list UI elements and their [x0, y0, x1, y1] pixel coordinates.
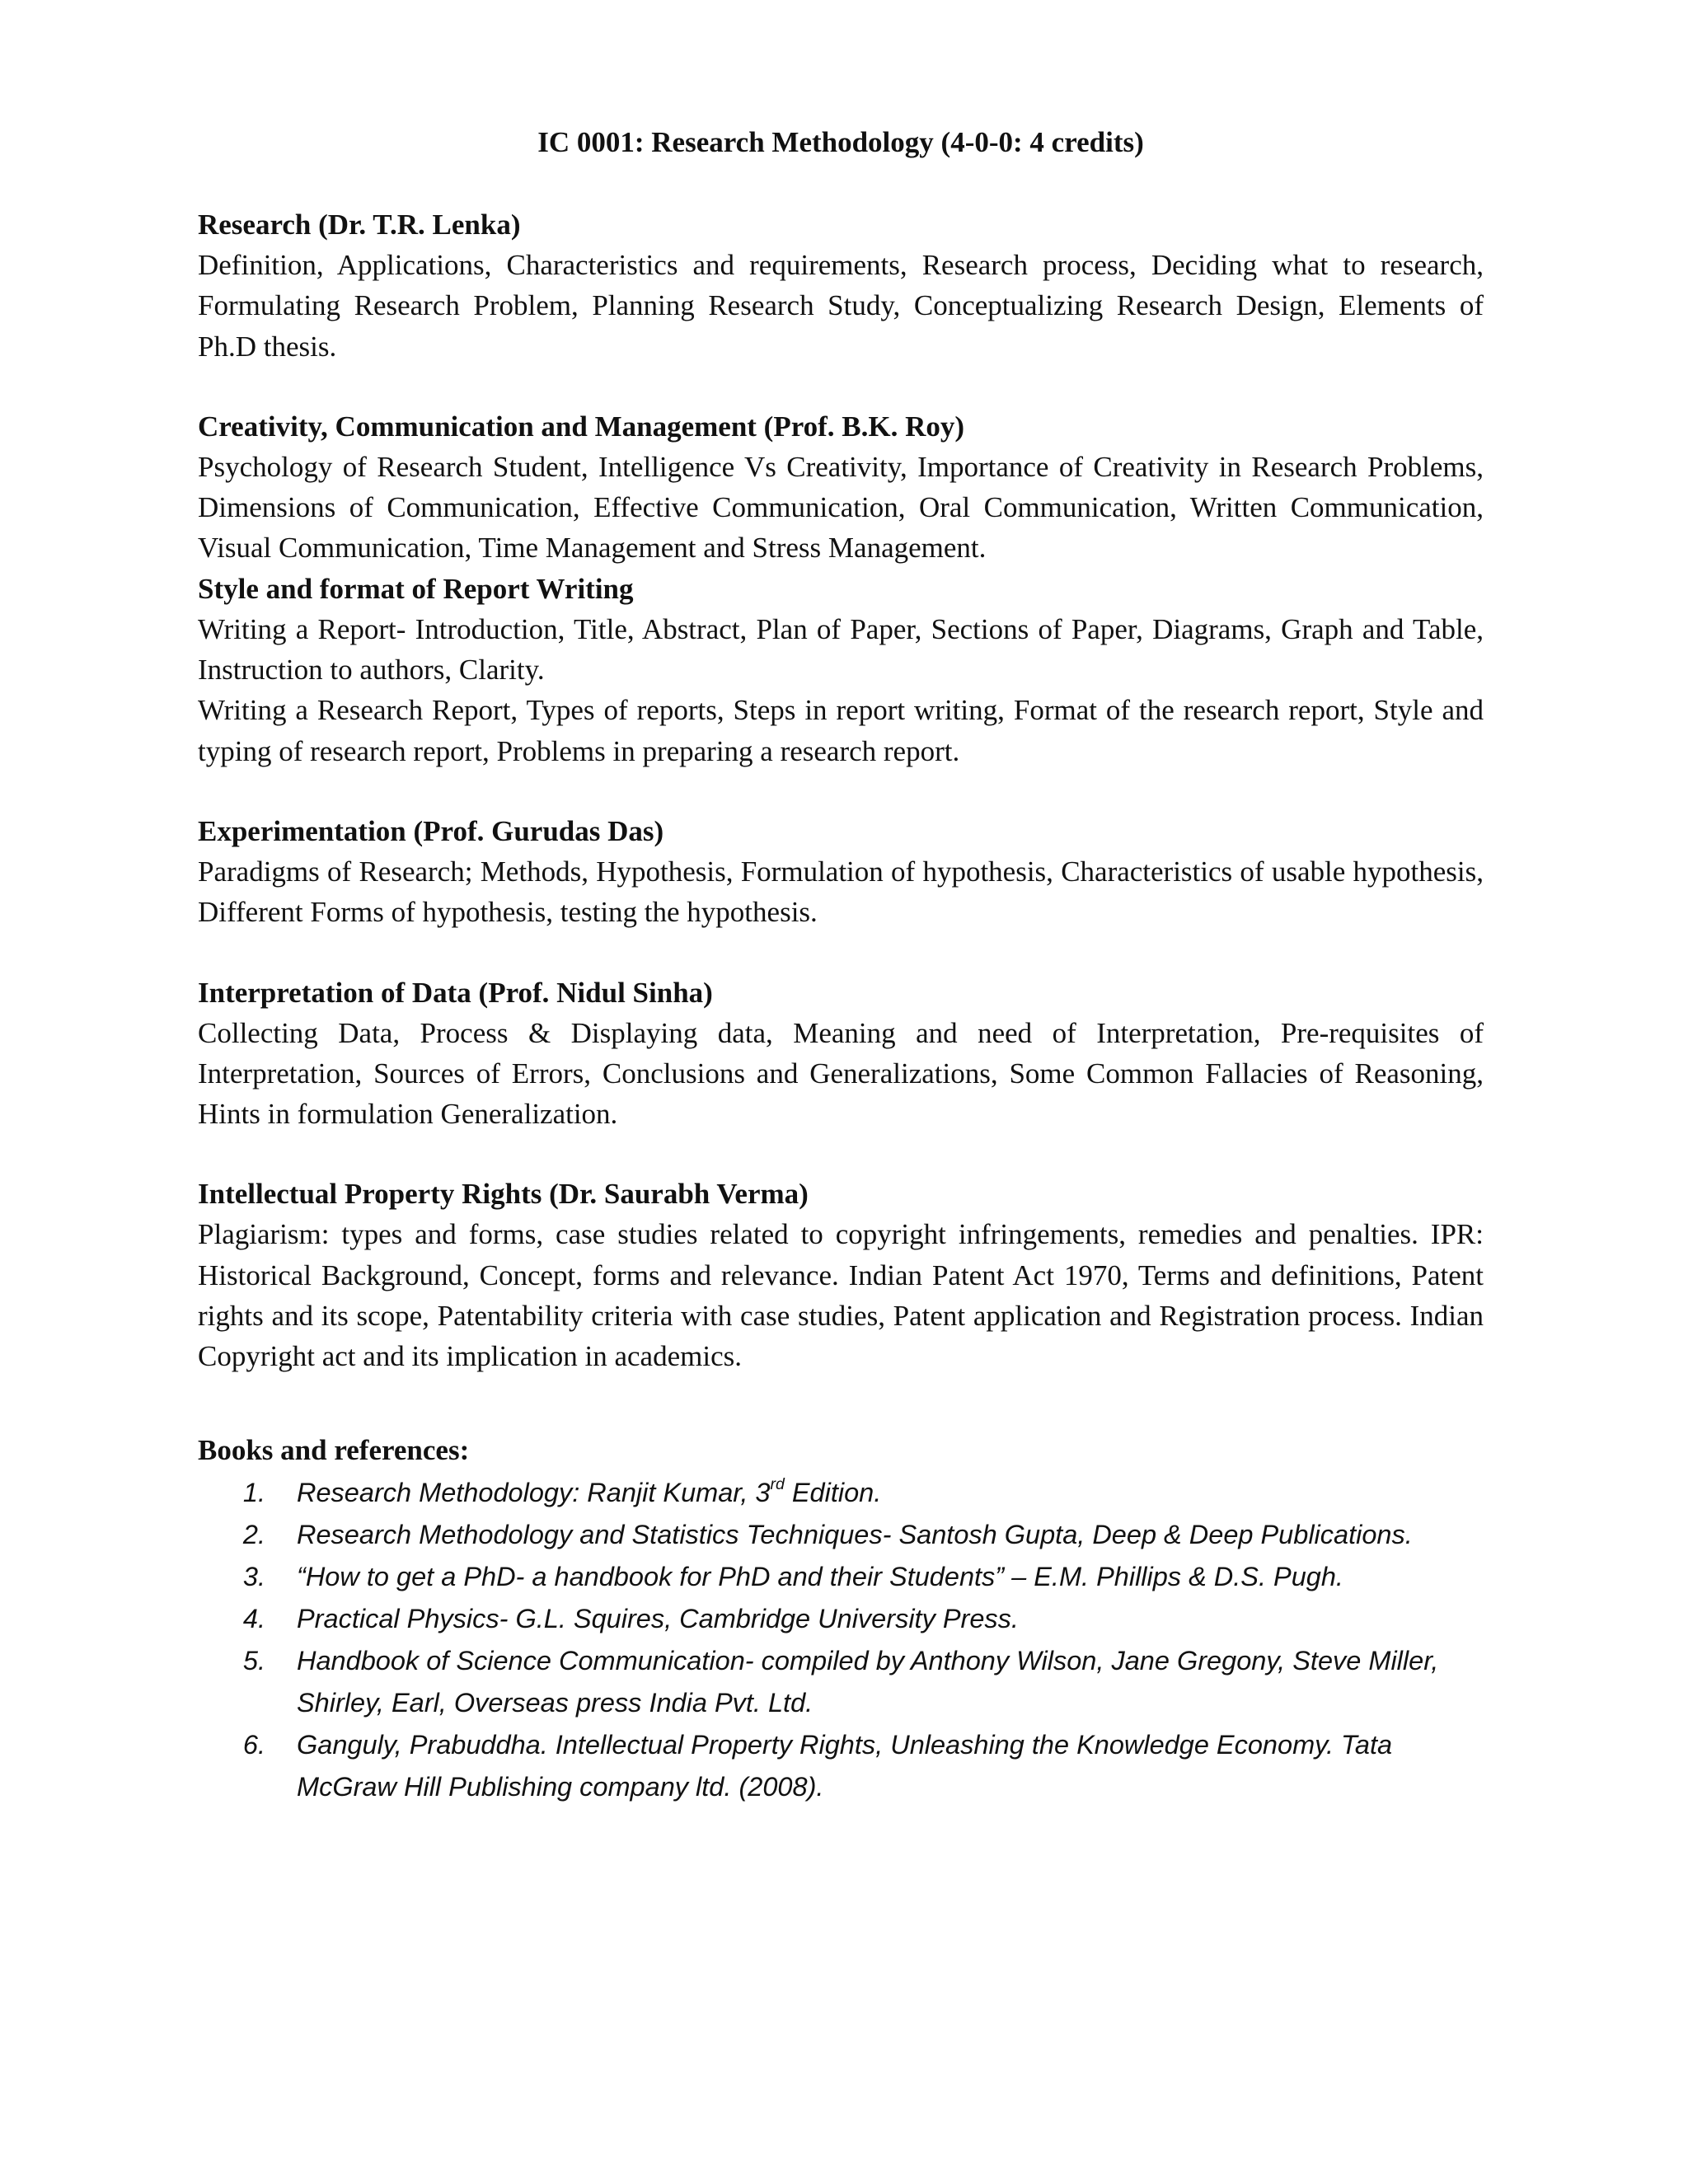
section-experimentation — [198, 811, 1484, 933]
reference-text-tail: Edition. — [784, 1477, 882, 1507]
reference-number: 3. — [242, 1561, 265, 1591]
document-page — [198, 122, 1484, 1808]
section-paragraph: Plagiarism: types and forms, case studies related to copyright infringements, remedies and penalties. IPR: Historical Background, Concept, forms and relevance. Indian Patent Act 1970, Terms and definitions, Patent rights and its scope, Patentability criteria with case studies, Patent application and Registration process. Indian Copyright act and its implication in academics. — [198, 1218, 1484, 1373]
section-intellectual-property-rights — [198, 1174, 1484, 1376]
reference-text — [297, 1472, 1484, 1514]
reference-number: 4. — [242, 1603, 265, 1633]
reference-item — [198, 1472, 1484, 1514]
books-heading: Books and references: — [198, 1433, 470, 1466]
section-paragraph: Collecting Data, Process & Displaying data, Meaning and need of Interpretation, Pre-requisites of Interpretation, Sources of Errors, Conclusions and Generalizations, Some Common Fallacies of Reasoning, Hints in formulation Generalization. — [198, 1016, 1484, 1131]
section-paragraph: Definition, Applications, Characteristics and requirements, Research process, Deciding what to research, Formulating Research Problem, Planning Research Study, Conceptualizing Research Design, Elements of Ph.D thesis. — [198, 249, 1484, 363]
reference-number: 5. — [242, 1645, 265, 1675]
page-title: IC 0001: Research Methodology (4-0-0: 4 credits) — [537, 126, 1144, 158]
section-paragraph: Writing a Research Report, Types of reports, Steps in report writing, Format of the research report, Style and typing of research report, Problems in preparing a research report. — [198, 694, 1484, 767]
reference-item — [198, 1514, 1484, 1556]
section-heading: Creativity, Communication and Management (Prof. B.K. Roy) — [198, 410, 965, 443]
section-heading: Intellectual Property Rights (Dr. Saurabh Verma) — [198, 1178, 809, 1211]
reference-number: 2. — [242, 1519, 265, 1549]
reference-item — [198, 1640, 1484, 1724]
reference-list — [198, 1472, 1484, 1808]
section-research — [198, 204, 1484, 367]
reference-item — [198, 1724, 1484, 1808]
section-interpretation-of-data — [198, 972, 1484, 1135]
reference-text: Research Methodology and Statistics Techniques- Santosh Gupta, Deep & Deep Publications. — [297, 1519, 1413, 1549]
section-paragraph: Psychology of Research Student, Intelligence Vs Creativity, Importance of Creativity in Research Problems, Dimensions of Communication, Effective Communication, Oral Communication, Written Communication, Visual Communication, Time Management and Stress Management. — [198, 450, 1484, 565]
section-heading: Experimentation (Prof. Gurudas Das) — [198, 814, 664, 847]
section-heading: Style and format of Report Writing — [198, 572, 634, 605]
reference-number: 6. — [242, 1729, 265, 1760]
reference-text: Practical Physics- G.L. Squires, Cambridge University Press. — [297, 1603, 1019, 1633]
reference-text: Handbook of Science Communication- compiled by Anthony Wilson, Jane Gregony, Steve Miller, Shirley, Earl, Overseas press India Pvt. Ltd. — [297, 1645, 1439, 1718]
reference-item — [198, 1556, 1484, 1598]
reference-text: Ganguly, Prabuddha. Intellectual Property Rights, Unleashing the Knowledge Economy. Tata McGraw Hill Publishing company ltd. (2008). — [297, 1729, 1393, 1802]
section-report-writing — [198, 569, 1484, 771]
section-heading: Interpretation of Data (Prof. Nidul Sinha) — [198, 976, 713, 1009]
section-heading: Research (Dr. T.R. Lenka) — [198, 209, 521, 241]
reference-text: “How to get a PhD- a handbook for PhD and their Students” – E.M. Phillips & D.S. Pugh. — [297, 1561, 1343, 1591]
books-and-references — [198, 1430, 1484, 1808]
reference-number: 1. — [242, 1477, 265, 1507]
section-creativity-communication — [198, 406, 1484, 569]
section-paragraph: Paradigms of Research; Methods, Hypothesis, Formulation of hypothesis, Characteristics of usable hypothesis, Different Forms of hypothesis, testing the hypothesis. — [198, 855, 1484, 929]
reference-item — [198, 1598, 1484, 1640]
section-paragraph: Writing a Report- Introduction, Title, Abstract, Plan of Paper, Sections of Paper, Diagrams, Graph and Table, Instruction to authors, Clarity. — [198, 612, 1484, 687]
ordinal-superscript: rd — [770, 1474, 785, 1493]
reference-text-main: Research Methodology: Ranjit Kumar, 3 — [297, 1477, 771, 1507]
